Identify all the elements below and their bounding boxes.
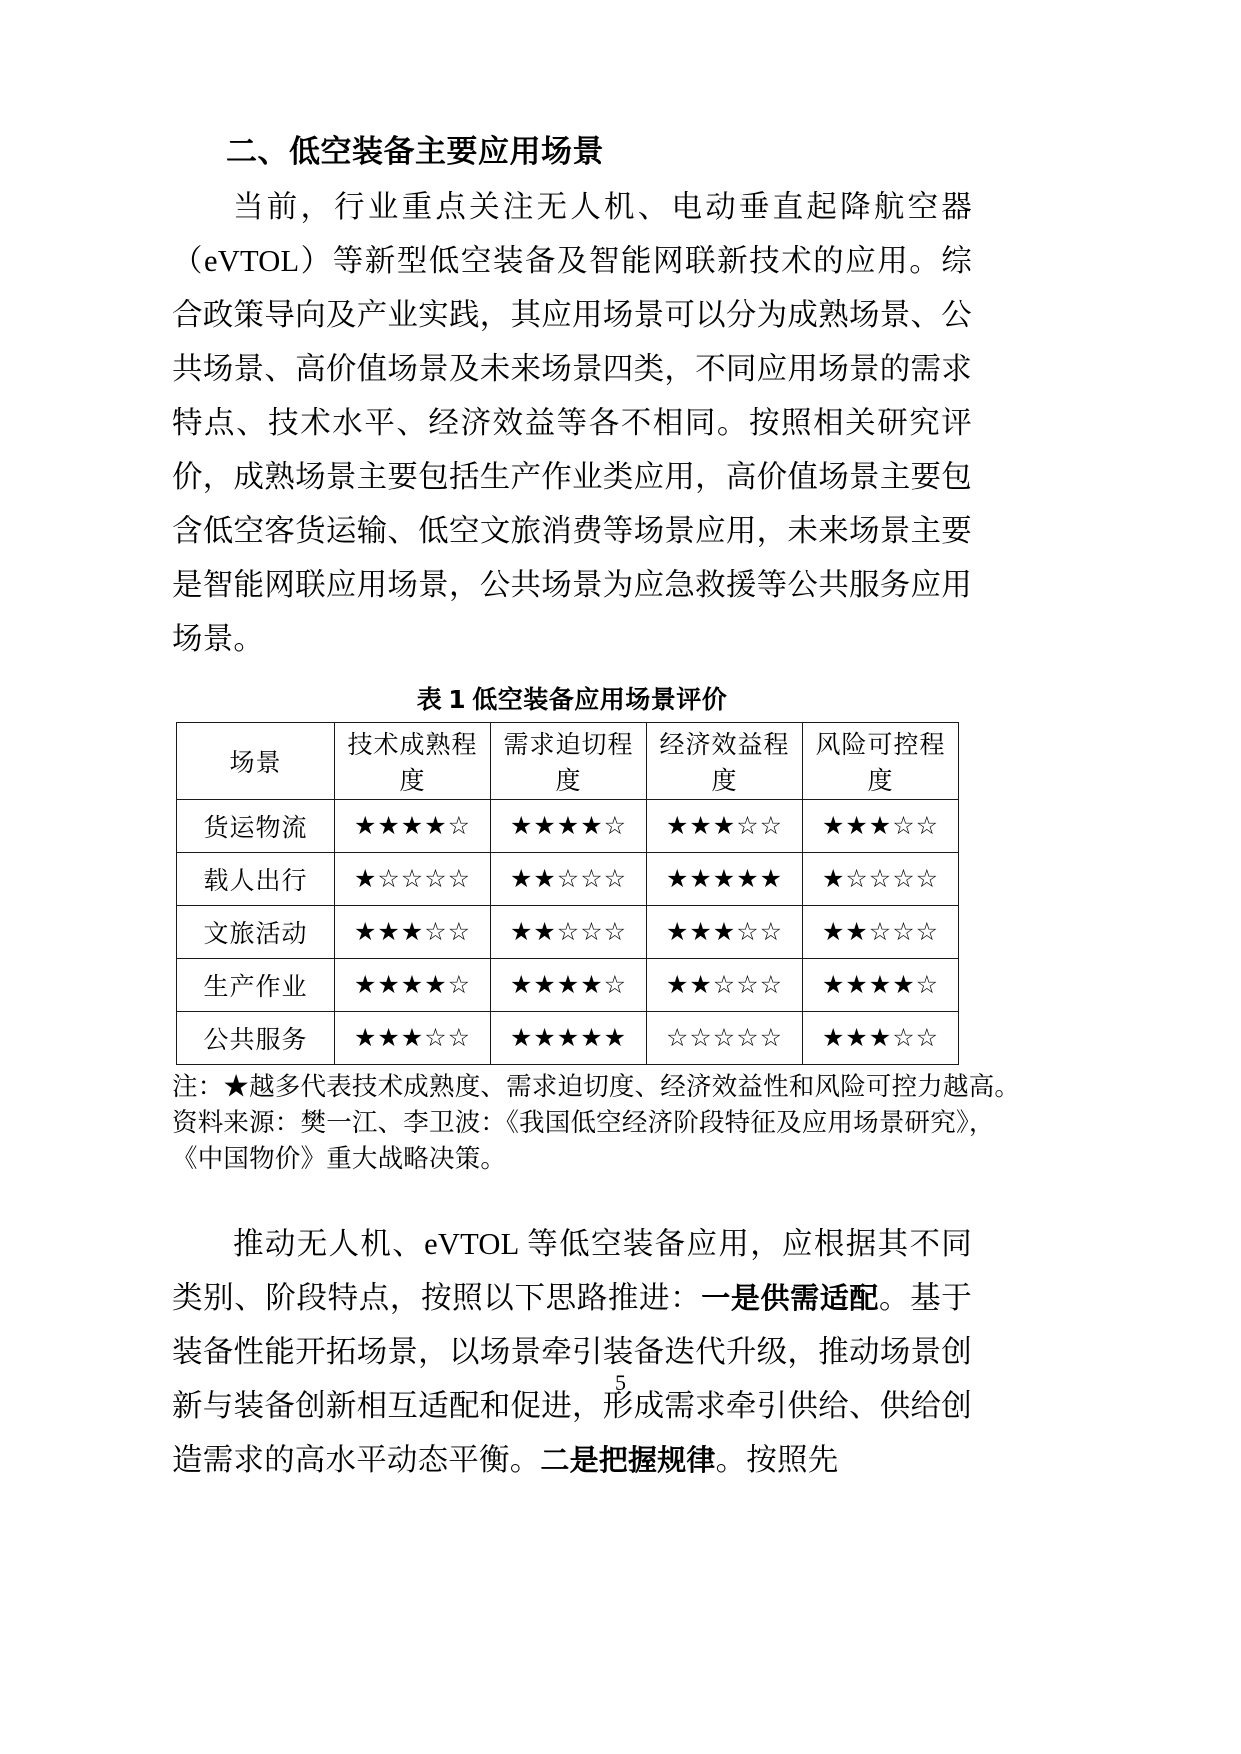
table-caption [172,680,972,716]
paragraph-spacer [172,1177,972,1217]
cell-economic-benefit-stars: ★★☆☆☆ [647,959,803,1012]
paragraph-2-bold-supply-demand: 一是供需适配 [701,1281,880,1315]
section-heading: 二、低空装备主要应用场景 [226,134,604,170]
evaluation-table [176,722,959,1065]
cell-scene: 生产作业 [177,959,335,1012]
table-header-demand-urgency: 需求迫切程度 [491,723,647,800]
paragraph-2-bold-grasp-law: 二是把握规律 [540,1443,716,1477]
cell-risk-control-stars: ★★★☆☆ [803,1012,959,1065]
table-row [177,1012,959,1065]
cell-scene: 载人出行 [177,853,335,906]
cell-economic-benefit-stars: ☆☆☆☆☆ [647,1012,803,1065]
table-caption-label: 表 [416,685,443,714]
note-line-3: 《中国物价》重大战略决策。 [172,1144,507,1173]
cell-demand-urgency-stars: ★★★★☆ [491,800,647,853]
cell-demand-urgency-stars: ★★★★☆ [491,959,647,1012]
table-row [177,853,959,906]
cell-risk-control-stars: ★★★☆☆ [803,800,959,853]
table-caption-number: 1 [448,685,467,714]
table-header-row [177,723,959,800]
cell-tech-maturity-stars: ★★★★☆ [335,800,491,853]
table-header-tech-maturity: 技术成熟程度 [335,723,491,800]
table-notes [172,1069,1021,1177]
table-row [177,959,959,1012]
table-header-economic-benefit: 经济效益程度 [647,723,803,800]
page-content [172,130,1021,1487]
body-paragraph-1: 当前，行业重点关注无人机、电动垂直起降航空器（eVTOL）等新型低空装备及智能网联新技术的应用。综合政策导向及产业实践，其应用场景可以分为成熟场景、公共场景、高价值场景及未来场景四类，不同应用场景的需求特点、技术水平、经济效益等各不相同。按照相关研究评价，成熟场景主要包括生产作业类应用，高价值场景主要包含低空客货运输、低空文旅消费等场景应用，未来场景主要是智能网联应用场景，公共场景为应急救援等公共服务应用场景。 [172,190,972,656]
note-line-2: 资料来源：樊一江、李卫波：《我国低空经济阶段特征及应用场景研究》， [172,1108,995,1137]
cell-economic-benefit-stars: ★★★☆☆ [647,906,803,959]
cell-demand-urgency-stars: ★★☆☆☆ [491,906,647,959]
cell-tech-maturity-stars: ★★★☆☆ [335,906,491,959]
cell-risk-control-stars: ★★★★☆ [803,959,959,1012]
table-row [177,906,959,959]
body-paragraph-2 [172,1217,972,1487]
cell-risk-control-stars: ★★☆☆☆ [803,906,959,959]
cell-demand-urgency-stars: ★★☆☆☆ [491,853,647,906]
cell-scene: 货运物流 [177,800,335,853]
paragraph-2-segment-3: 。按照先 [715,1443,839,1477]
table-caption-text: 低空装备应用场景评价 [472,685,728,714]
cell-scene: 文旅活动 [177,906,335,959]
table-header-scene: 场景 [177,723,335,800]
cell-tech-maturity-stars: ★★★☆☆ [335,1012,491,1065]
paragraph-2-segment-1: 推动无人机、eVTOL 等低空装备应用，应根据其不同类别、阶段特点，按照以下思路推进： [172,1227,972,1315]
note-line-1: 注：★越多代表技术成熟度、需求迫切度、经济效益性和风险可控力越高。 [172,1072,1021,1101]
page-number: 5 [615,1370,626,1395]
cell-scene: 公共服务 [177,1012,335,1065]
table-header-risk-control: 风险可控程度 [803,723,959,800]
paragraph-2-segment-2: 。基于装备性能开拓场景，以场景牵引装备迭代升级，推动场景创新与装备创新相互适配和促进，形成需求牵引供给、供给创造需求的高水平动态平衡。 [172,1281,972,1477]
cell-tech-maturity-stars: ★☆☆☆☆ [335,853,491,906]
cell-risk-control-stars: ★☆☆☆☆ [803,853,959,906]
cell-demand-urgency-stars: ★★★★★ [491,1012,647,1065]
cell-economic-benefit-stars: ★★★★★ [647,853,803,906]
table-row [177,800,959,853]
cell-tech-maturity-stars: ★★★★☆ [335,959,491,1012]
cell-economic-benefit-stars: ★★★☆☆ [647,800,803,853]
